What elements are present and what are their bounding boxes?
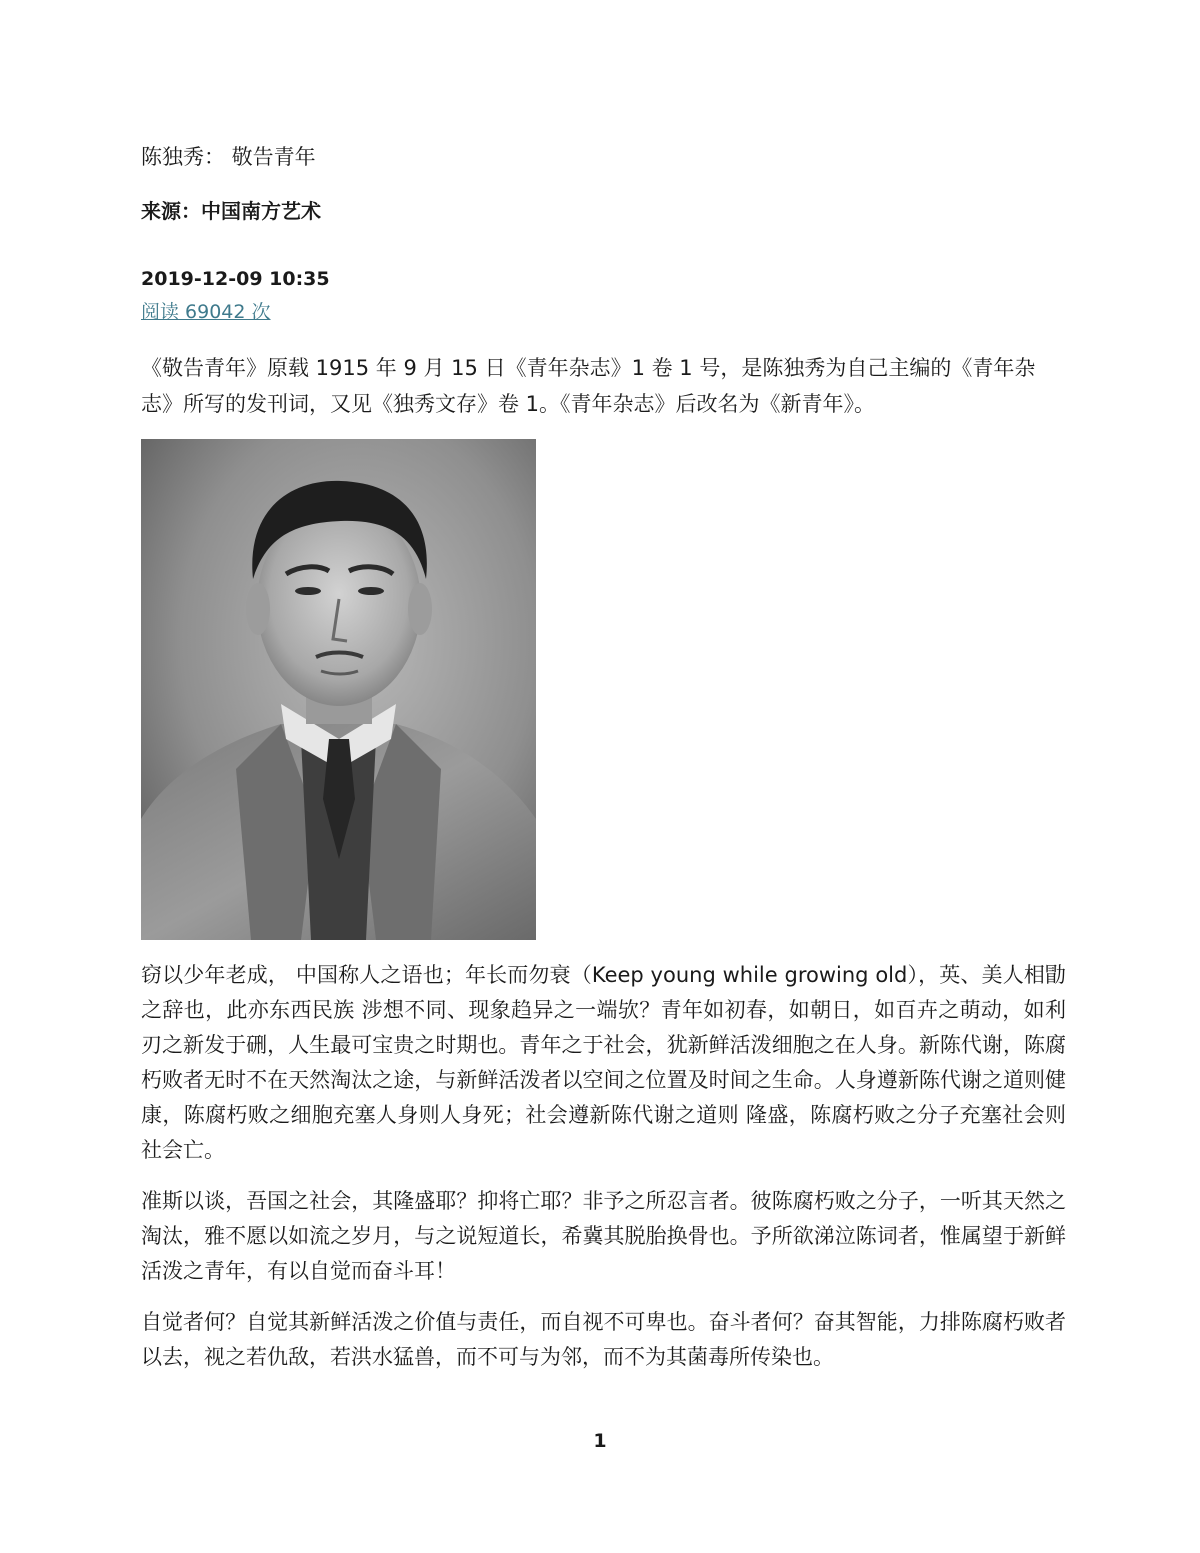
article-body — [141, 958, 1066, 1391]
article-title: 陈独秀： 敬告青年 — [141, 145, 316, 169]
portrait-photo — [141, 439, 536, 940]
page-number: 1 — [593, 1430, 607, 1452]
body-paragraph-3: 自觉者何？自觉其新鲜活泼之价值与责任，而自视不可卑也。奋斗者何？奋其智能，力排陈腐朽败者以去，视之若仇敌，若洪水猛兽，而不可与为邻，而不为其菌毒所传染也。 — [141, 1310, 1066, 1369]
article-source: 来源：中国南方艺术 — [141, 199, 321, 223]
body-paragraph-2: 准斯以谈，吾国之社会，其隆盛耶？抑将亡耶？非予之所忍言者。彼陈腐朽败之分子，一听其天然之淘汰，雅不愿以如流之岁月，与之说短道长，希冀其脱胎换骨也。予所欲涕泣陈词者，惟属望于新鲜活泼之青年，有以自觉而奋斗耳！ — [141, 1189, 1066, 1283]
article-intro: 《敬告青年》原载 1915 年 9 月 15 日《青年杂志》1 卷 1 号，是陈独秀为自己主编的《青年杂志》所写的发刊词，又见《独秀文存》卷 1。《青年杂志》后改名为《新青年》。 — [141, 356, 1036, 416]
body-paragraph-1: 窃以少年老成， 中国称人之语也；年长而勿衰（Keep young while growing old），英、美人相勖之辞也，此亦东西民族 涉想不同、现象趋异之一端欤？青年如初春，如朝日，如百卉之萌动，如利刃之新发于硎，人生最可宝贵之时期也。青年之于社会，犹新鲜活泼细胞之在人身。新陈代谢，陈腐朽败者无时不在天然淘汰之途，与新鲜活泼者以空间之位置及时间之生命。人身遵新陈代谢之道则健康，陈腐朽败之细胞充塞人身则人身死；社会遵新陈代谢之道则 隆盛，陈腐朽败之分子充塞社会则社会亡。 — [141, 963, 1066, 1162]
article-date: 2019-12-09 10:35 — [141, 268, 330, 290]
read-count-link[interactable]: 阅读 69042 次 — [141, 301, 271, 323]
